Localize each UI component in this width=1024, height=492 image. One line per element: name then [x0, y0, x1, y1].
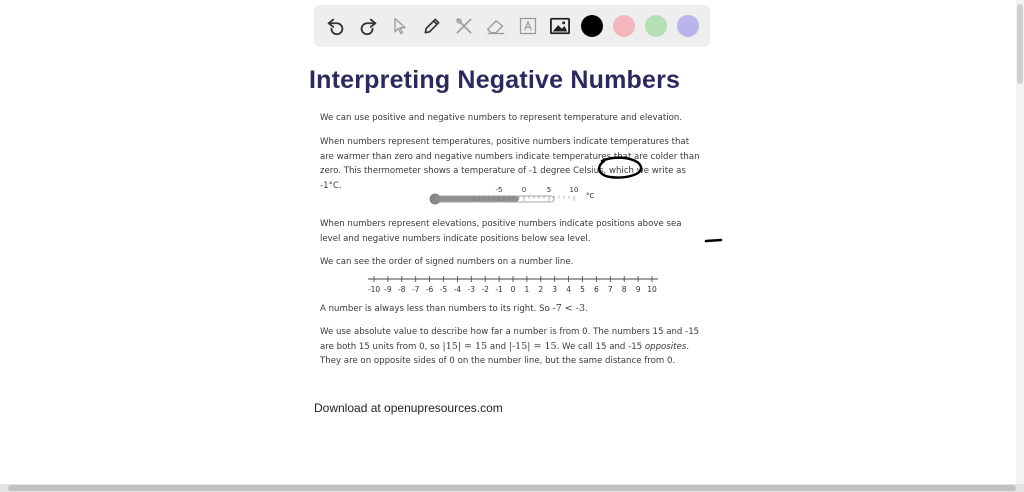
undo-icon[interactable]	[324, 14, 348, 38]
paragraph-intro: We can use positive and negative numbers to represent temperature and elevation.	[320, 113, 683, 123]
number-line	[362, 273, 662, 297]
page-title: Interpreting Negative Numbers	[309, 66, 681, 94]
number-line-label: -7	[411, 285, 420, 294]
thermometer-label-1: 0	[521, 186, 527, 194]
paragraph-order: We can see the order of signed numbers on a number line.	[320, 257, 574, 267]
number-line-label: 3	[552, 285, 558, 294]
number-line-label: -4	[453, 285, 462, 294]
number-line-label: 1	[524, 285, 530, 294]
opposites-term: opposites	[644, 341, 687, 352]
abs-math-2: |-15| = 15	[508, 340, 557, 352]
thermometer-label-2: 5	[546, 186, 552, 194]
number-line-label: 9	[635, 285, 641, 294]
vertical-scrollbar[interactable]	[1016, 0, 1024, 484]
number-line-label: -10	[367, 285, 381, 294]
ink-circle-annotation	[592, 155, 648, 183]
number-line-label: 8	[621, 285, 627, 294]
redo-icon[interactable]	[356, 14, 380, 38]
eraser-icon[interactable]	[484, 14, 508, 38]
tools-icon[interactable]	[452, 14, 476, 38]
thermometer-label-0: -5	[495, 186, 503, 194]
number-line-label: -2	[481, 285, 489, 294]
pointer-icon[interactable]	[388, 14, 412, 38]
number-line-label: -8	[398, 285, 406, 294]
color-purple-swatch[interactable]	[677, 15, 699, 37]
number-line-label: 4	[566, 285, 571, 294]
vertical-scroll-thumb[interactable]	[1017, 4, 1023, 84]
color-black-swatch[interactable]	[581, 15, 603, 37]
pen-icon[interactable]	[420, 14, 444, 38]
horizontal-scroll-thumb[interactable]	[8, 485, 1016, 491]
paragraph-temperature: When numbers represent temperatures, positive numbers indicate temperatures that are warmer than zero and negative numbers indicate temperatures that are colder than zero. This thermometer shows a temperature of -1 degree Celsius, which we write as -1°C.	[320, 137, 700, 191]
text-icon[interactable]	[516, 14, 540, 38]
number-line-label: -6	[425, 285, 434, 294]
thermometer-figure	[428, 186, 608, 208]
thermometer-unit: °C	[586, 192, 595, 200]
horizontal-scrollbar[interactable]	[0, 484, 1024, 492]
download-note: Download at openupresources.com	[314, 401, 503, 415]
drawing-toolbar	[314, 5, 710, 47]
paragraph-compare: A number is always less than numbers to its right. So -7 < -3.	[320, 303, 588, 314]
color-pink-swatch[interactable]	[613, 15, 635, 37]
thermometer-label-3: 10	[569, 186, 579, 194]
number-line-label: 7	[607, 285, 613, 294]
number-line-label: 10	[647, 285, 657, 294]
color-green-swatch[interactable]	[645, 15, 667, 37]
number-line-label: 5	[580, 285, 585, 294]
image-icon[interactable]	[548, 14, 572, 38]
ink-dash-annotation	[704, 236, 724, 244]
number-line-label: 0	[510, 285, 516, 294]
paragraph-absolute-value: We use absolute value to describe how far a number is from 0. The numbers 15 and -15 are both 15 units from 0, so |15| = 15 and |-15| = 15. We call 15 and -15 opposites. They are on opposite sides of 0 on the number line, but the same distance from 0.	[320, 327, 700, 366]
number-line-label: 6	[594, 285, 599, 294]
paragraph-elevation: When numbers represent elevations, positive numbers indicate positions above sea level and negative numbers indicate positions below sea level.	[320, 219, 682, 244]
number-line-label: -3	[467, 285, 476, 294]
inequality-math: -7 < -3	[552, 303, 586, 314]
number-line-label: -1	[495, 285, 503, 294]
abs-math-1: |15| = 15	[442, 340, 488, 352]
thermometer-fill	[435, 197, 519, 202]
number-line-label: -5	[439, 285, 448, 294]
number-line-label: 2	[538, 285, 544, 294]
number-line-label: -9	[384, 285, 392, 294]
